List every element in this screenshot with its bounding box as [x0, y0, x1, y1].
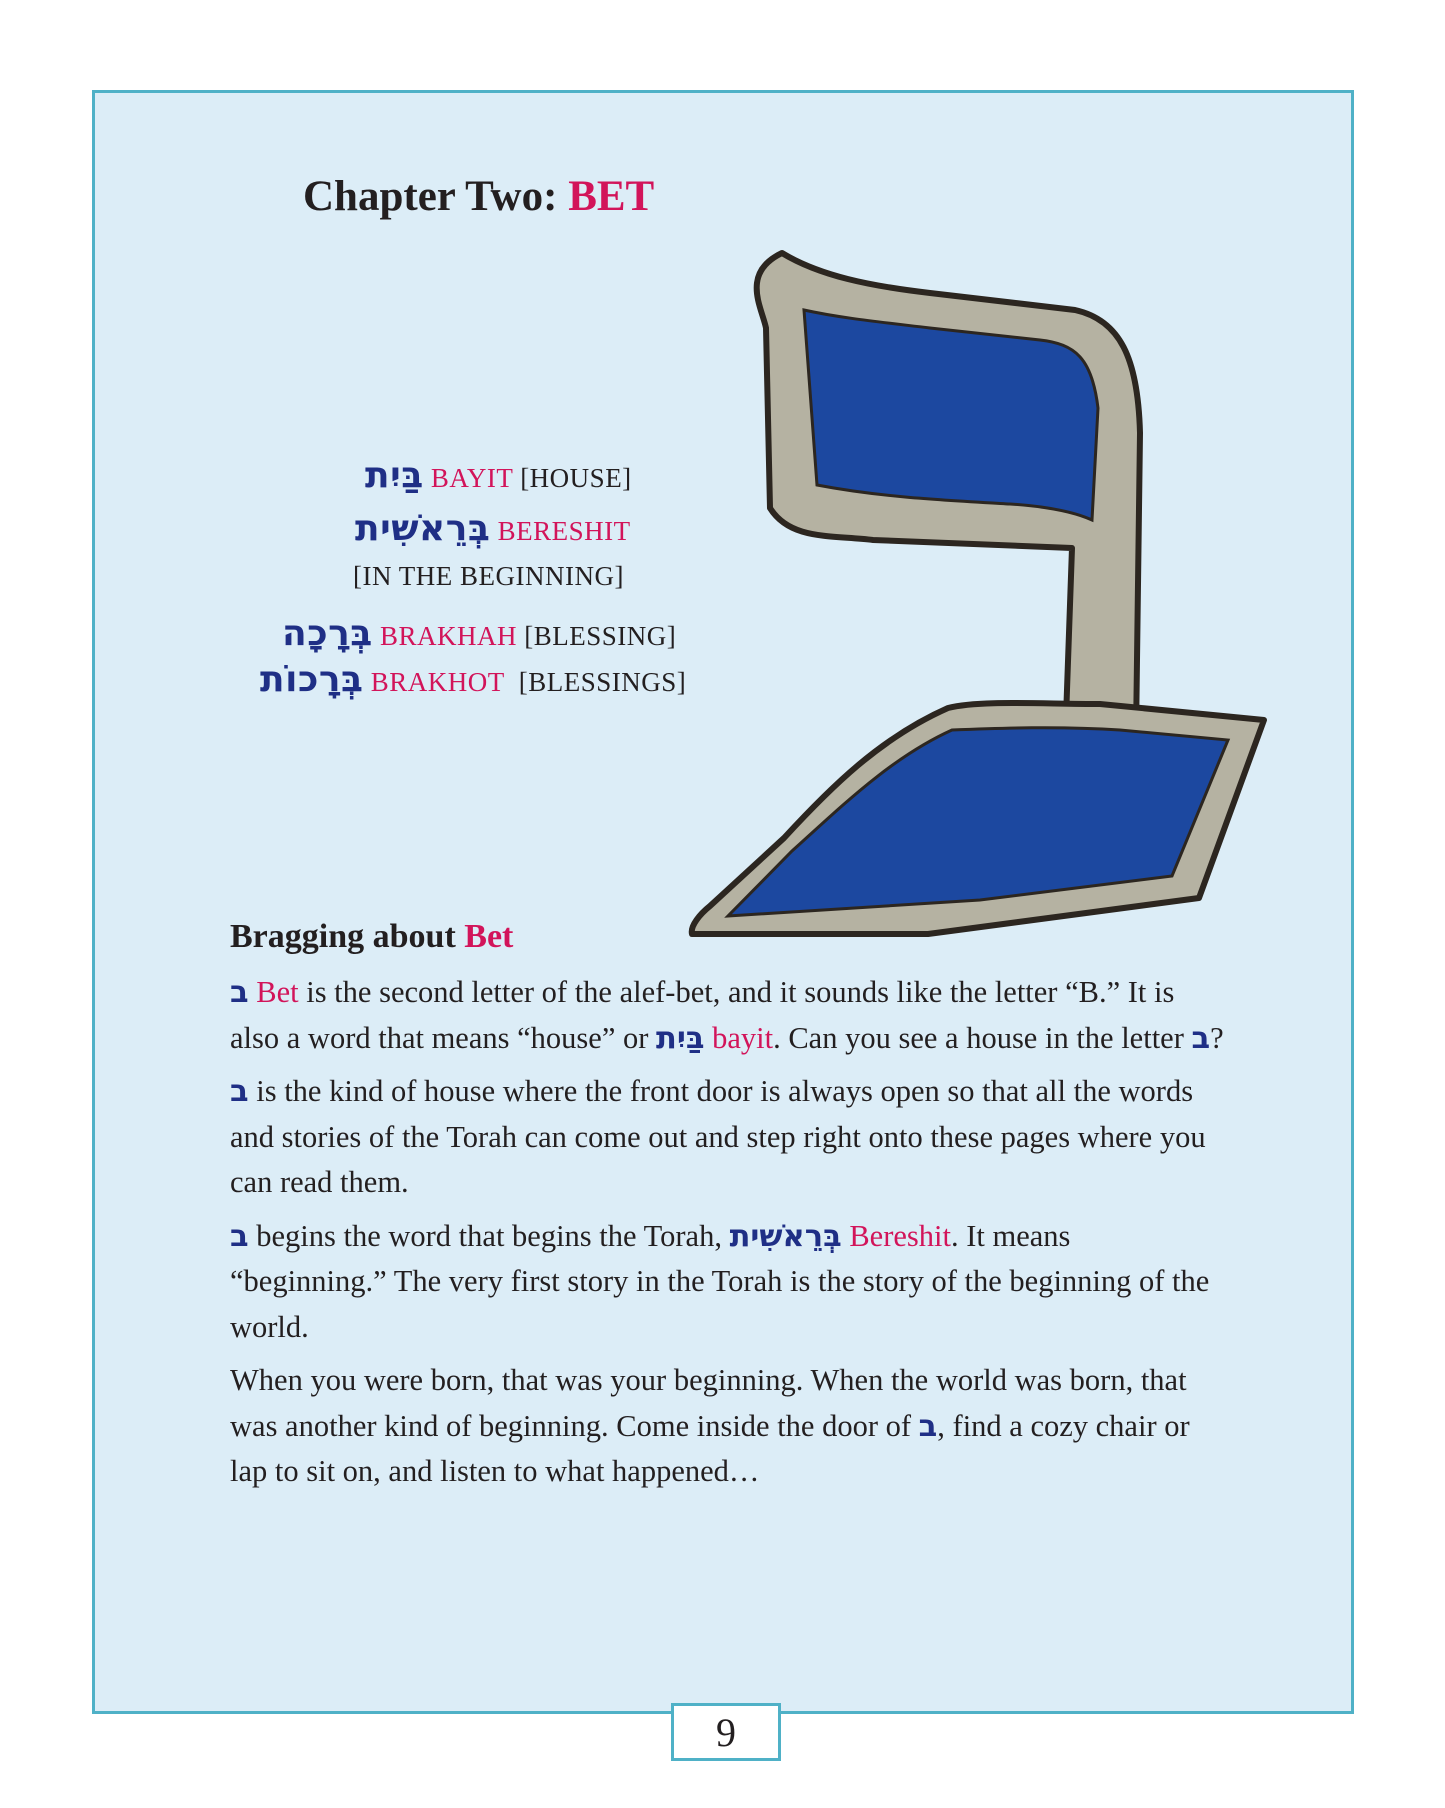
hebrew-word-bereshit: בְּרֵאשִׁית [729, 1218, 842, 1254]
term-bet: Bet [256, 975, 299, 1009]
vocab-line-brakhah [282, 613, 676, 654]
page-number [671, 1703, 781, 1761]
hebrew-letter-bet: ב [230, 1074, 249, 1109]
chapter-title-accent: BET [568, 173, 655, 220]
vocab-hebrew: בַּיִת [365, 455, 424, 496]
vocab-hebrew: בְּרָכוֹת [260, 659, 364, 700]
body-text [230, 970, 1230, 1503]
vocab-translit: BRAKHOT [370, 667, 505, 697]
chapter-title-prefix: Chapter Two: [303, 173, 569, 220]
term-bayit: bayit [712, 1020, 774, 1055]
vocab-line-bayit [365, 455, 632, 496]
vocab-hebrew: בְּרָכָה [282, 613, 373, 654]
text-run: is the second letter of the alef-bet, and it sounds like the letter “B.” It is also a word that means “house” or [230, 975, 1175, 1055]
vocab-line-brakhot [260, 659, 686, 700]
vocab-translit: BAYIT [430, 463, 513, 493]
paragraph-1 [230, 970, 1230, 1061]
text-run: When you were born, that was your beginning. When the world was born, that was another kind of beginning. Come inside the door of [230, 1363, 1187, 1443]
section-heading-prefix: Bragging about [230, 918, 465, 955]
vocab-translit: BRAKHAH [380, 621, 518, 651]
text-run: is the kind of house where the front door is always open so that all the words and stories of the Torah can come out and step right onto these pages where you can read them. [230, 1074, 1206, 1199]
paragraph-2 [230, 1069, 1230, 1206]
vocab-gloss: [IN THE BEGINNING] [353, 561, 624, 591]
paragraph-4 [230, 1358, 1230, 1495]
vocab-hebrew: בְּרֵאשִׁית [355, 508, 491, 549]
text-run: . It means “beginning.” The very first story in the Torah is the story of the beginning of the world. [230, 1218, 1210, 1344]
vocab-gloss: [HOUSE] [512, 463, 632, 493]
chapter-title [303, 172, 654, 221]
bet-letter-illustration [680, 248, 1268, 954]
text-run: , find a cozy chair or lap to sit on, and listen to what happened… [230, 1408, 1190, 1488]
hebrew-word-bayit: בַּיִת [656, 1020, 705, 1056]
page-number-text: 9 [716, 1709, 736, 1755]
bet-top-bar-fill [804, 310, 1098, 520]
hebrew-letter-bet: ב [230, 975, 249, 1010]
vocab-line-bereshit [355, 508, 631, 549]
term-bereshit: Bereshit [849, 1218, 951, 1253]
text-run: ? [1210, 1020, 1224, 1055]
text-run: begins the word that begins the Torah, [248, 1218, 730, 1253]
vocab-gloss: [BLESSINGS] [504, 667, 687, 697]
section-heading-accent: Bet [464, 918, 514, 955]
hebrew-letter-bet: ב [1191, 1020, 1211, 1056]
vocab-gloss: [BLESSING] [517, 621, 677, 651]
hebrew-letter-bet: ב [230, 1218, 249, 1254]
section-heading [230, 918, 513, 956]
vocab-translit: BERESHIT [497, 516, 631, 546]
text-run [704, 1021, 712, 1055]
paragraph-3 [230, 1214, 1230, 1351]
hebrew-letter-bet: ב [918, 1408, 938, 1444]
vocab-line-beginning [353, 561, 624, 592]
text-run: . Can you see a house in the letter [773, 1020, 1192, 1055]
